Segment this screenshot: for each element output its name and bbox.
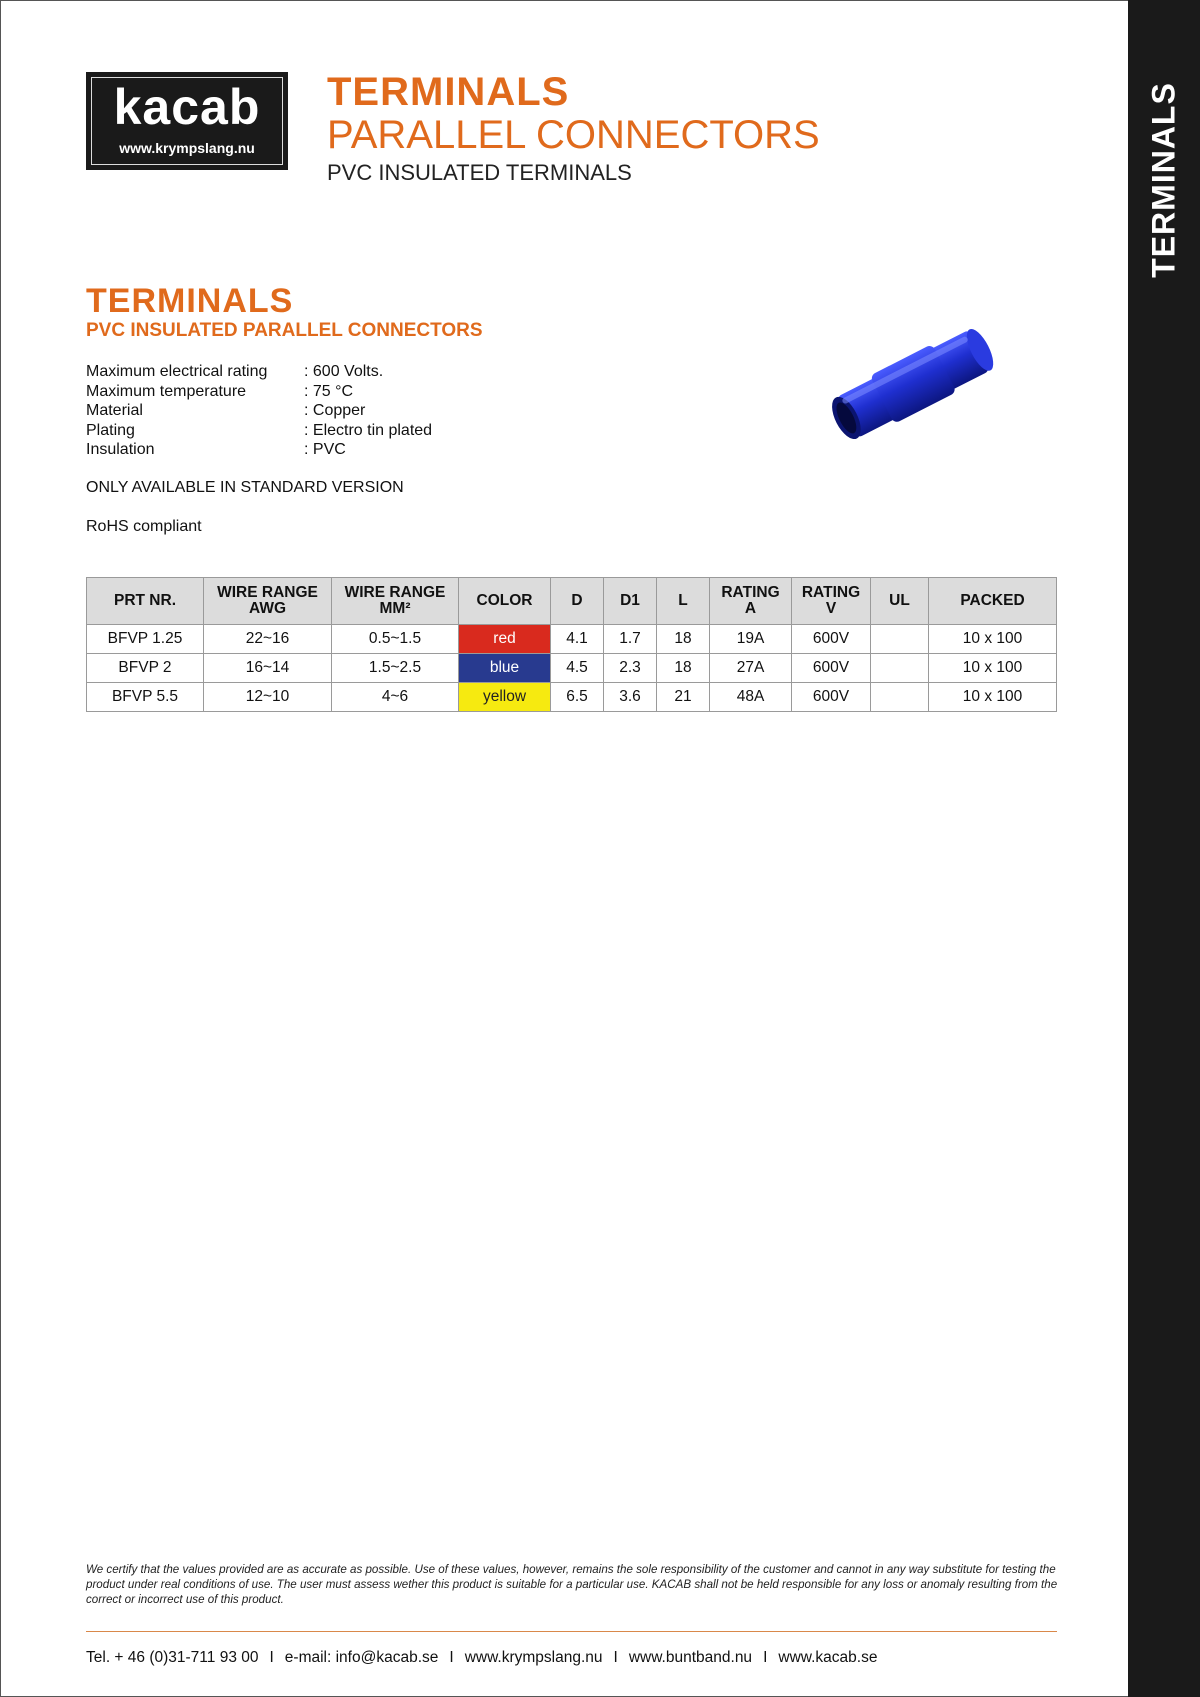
header-color: COLOR — [459, 578, 551, 625]
sidebar-label: TERMINALS — [1145, 82, 1182, 278]
logo-url: www.krympslang.nu — [119, 140, 255, 156]
cell-part: BFVP 2 — [87, 654, 204, 683]
cell-d: 6.5 — [551, 683, 604, 712]
spec-label: Insulation — [86, 441, 155, 458]
header-product-name: PARALLEL CONNECTORS — [327, 113, 820, 157]
cell-mm2: 0.5~1.5 — [332, 625, 459, 654]
header-category: TERMINALS — [327, 70, 570, 114]
product-table — [86, 577, 1057, 712]
footer-phone: Tel. + 46 (0)31-711 93 00 — [86, 1649, 259, 1666]
footer-link-kacab[interactable]: www.kacab.se — [778, 1649, 878, 1666]
spec-value: : 600 Volts. — [304, 363, 384, 380]
spec-row — [86, 382, 432, 402]
spec-row — [86, 421, 432, 441]
footer-link-krympslang[interactable]: www.krympslang.nu — [464, 1649, 603, 1666]
footer-email-link[interactable]: e-mail: info@kacab.se — [284, 1649, 439, 1666]
cell-d1: 3.6 — [604, 683, 657, 712]
cell-color: blue — [459, 654, 551, 683]
cell-rating-v: 600V — [792, 683, 871, 712]
table-row — [87, 625, 1057, 654]
header-wire-range-awg: WIRE RANGE AWG — [204, 578, 332, 625]
cell-rating-a: 19A — [710, 625, 792, 654]
cell-part: BFVP 5.5 — [87, 683, 204, 712]
footer-separator: I — [449, 1649, 454, 1666]
header-part-number: PRT NR. — [87, 578, 204, 625]
cell-l: 18 — [657, 654, 710, 683]
cell-d1: 1.7 — [604, 625, 657, 654]
section-subtitle: PVC INSULATED PARALLEL CONNECTORS — [86, 320, 483, 341]
section-title: TERMINALS — [86, 282, 294, 320]
spec-value: : Electro tin plated — [304, 421, 433, 439]
cell-rating-v: 600V — [792, 625, 871, 654]
header-ul: UL — [871, 578, 929, 625]
blue-butt-connector-icon — [820, 318, 1010, 448]
header-l: L — [657, 578, 710, 625]
table-header-row — [87, 578, 1057, 625]
table-row — [87, 654, 1057, 683]
spec-label: Maximum temperature — [86, 382, 247, 400]
cell-packed: 10 x 100 — [929, 625, 1057, 654]
header-d1: D1 — [604, 578, 657, 625]
header-packed: PACKED — [929, 578, 1057, 625]
cell-rating-a: 27A — [710, 654, 792, 683]
footer-separator: I — [613, 1649, 618, 1666]
cell-packed: 10 x 100 — [929, 683, 1057, 712]
cell-color: red — [459, 625, 551, 654]
cell-ul — [871, 654, 929, 683]
spec-row — [86, 401, 432, 421]
spec-list — [86, 362, 432, 460]
footer-contact — [86, 1649, 877, 1667]
spec-value: : PVC — [304, 441, 346, 458]
spec-label: Plating — [86, 421, 135, 439]
cell-mm2: 4~6 — [332, 683, 459, 712]
table-row — [87, 683, 1057, 712]
cell-color: yellow — [459, 683, 551, 712]
spec-value: : Copper — [304, 402, 366, 419]
spec-label: Maximum electrical rating — [86, 363, 268, 380]
header-rating-a: RATING A — [710, 578, 792, 625]
spec-label: Material — [86, 402, 143, 419]
spec-row — [86, 440, 432, 460]
cell-awg: 16~14 — [204, 654, 332, 683]
cell-rating-v: 600V — [792, 654, 871, 683]
header-product-type: PVC INSULATED TERMINALS — [327, 160, 632, 185]
cell-d: 4.5 — [551, 654, 604, 683]
footer-link-buntband[interactable]: www.buntband.nu — [628, 1649, 753, 1666]
cell-ul — [871, 625, 929, 654]
availability-note: ONLY AVAILABLE IN STANDARD VERSION — [86, 479, 404, 496]
footer-separator: I — [763, 1649, 768, 1666]
cell-awg: 12~10 — [204, 683, 332, 712]
cell-l: 18 — [657, 625, 710, 654]
spec-value: : 75 °C — [304, 382, 354, 400]
spec-row — [86, 362, 432, 382]
header-d: D — [551, 578, 604, 625]
disclaimer-text: We certify that the values provided are as accurate as possible. Use of these values, however, remains the sole responsibility of the customer and cannot in any way substitute for testing the product under real conditions of use. The user must assess wether this product is suitable for a particular use. KACAB shall not be held responsible for any loss or anomaly resulting from the correct or incorrect use of this product. — [86, 1563, 1058, 1606]
cell-d1: 2.3 — [604, 654, 657, 683]
rohs-note: RoHS compliant — [86, 518, 202, 535]
logo-word: kacab — [113, 79, 261, 135]
footer-separator: I — [269, 1649, 274, 1666]
header-rating-v: RATING V — [792, 578, 871, 625]
cell-l: 21 — [657, 683, 710, 712]
cell-rating-a: 48A — [710, 683, 792, 712]
cell-part: BFVP 1.25 — [87, 625, 204, 654]
kacab-logo — [86, 72, 288, 170]
cell-packed: 10 x 100 — [929, 654, 1057, 683]
footer-divider — [86, 1631, 1057, 1632]
cell-mm2: 1.5~2.5 — [332, 654, 459, 683]
cell-ul — [871, 683, 929, 712]
header-wire-range-mm2: WIRE RANGE MM² — [332, 578, 459, 625]
cell-awg: 22~16 — [204, 625, 332, 654]
cell-d: 4.1 — [551, 625, 604, 654]
